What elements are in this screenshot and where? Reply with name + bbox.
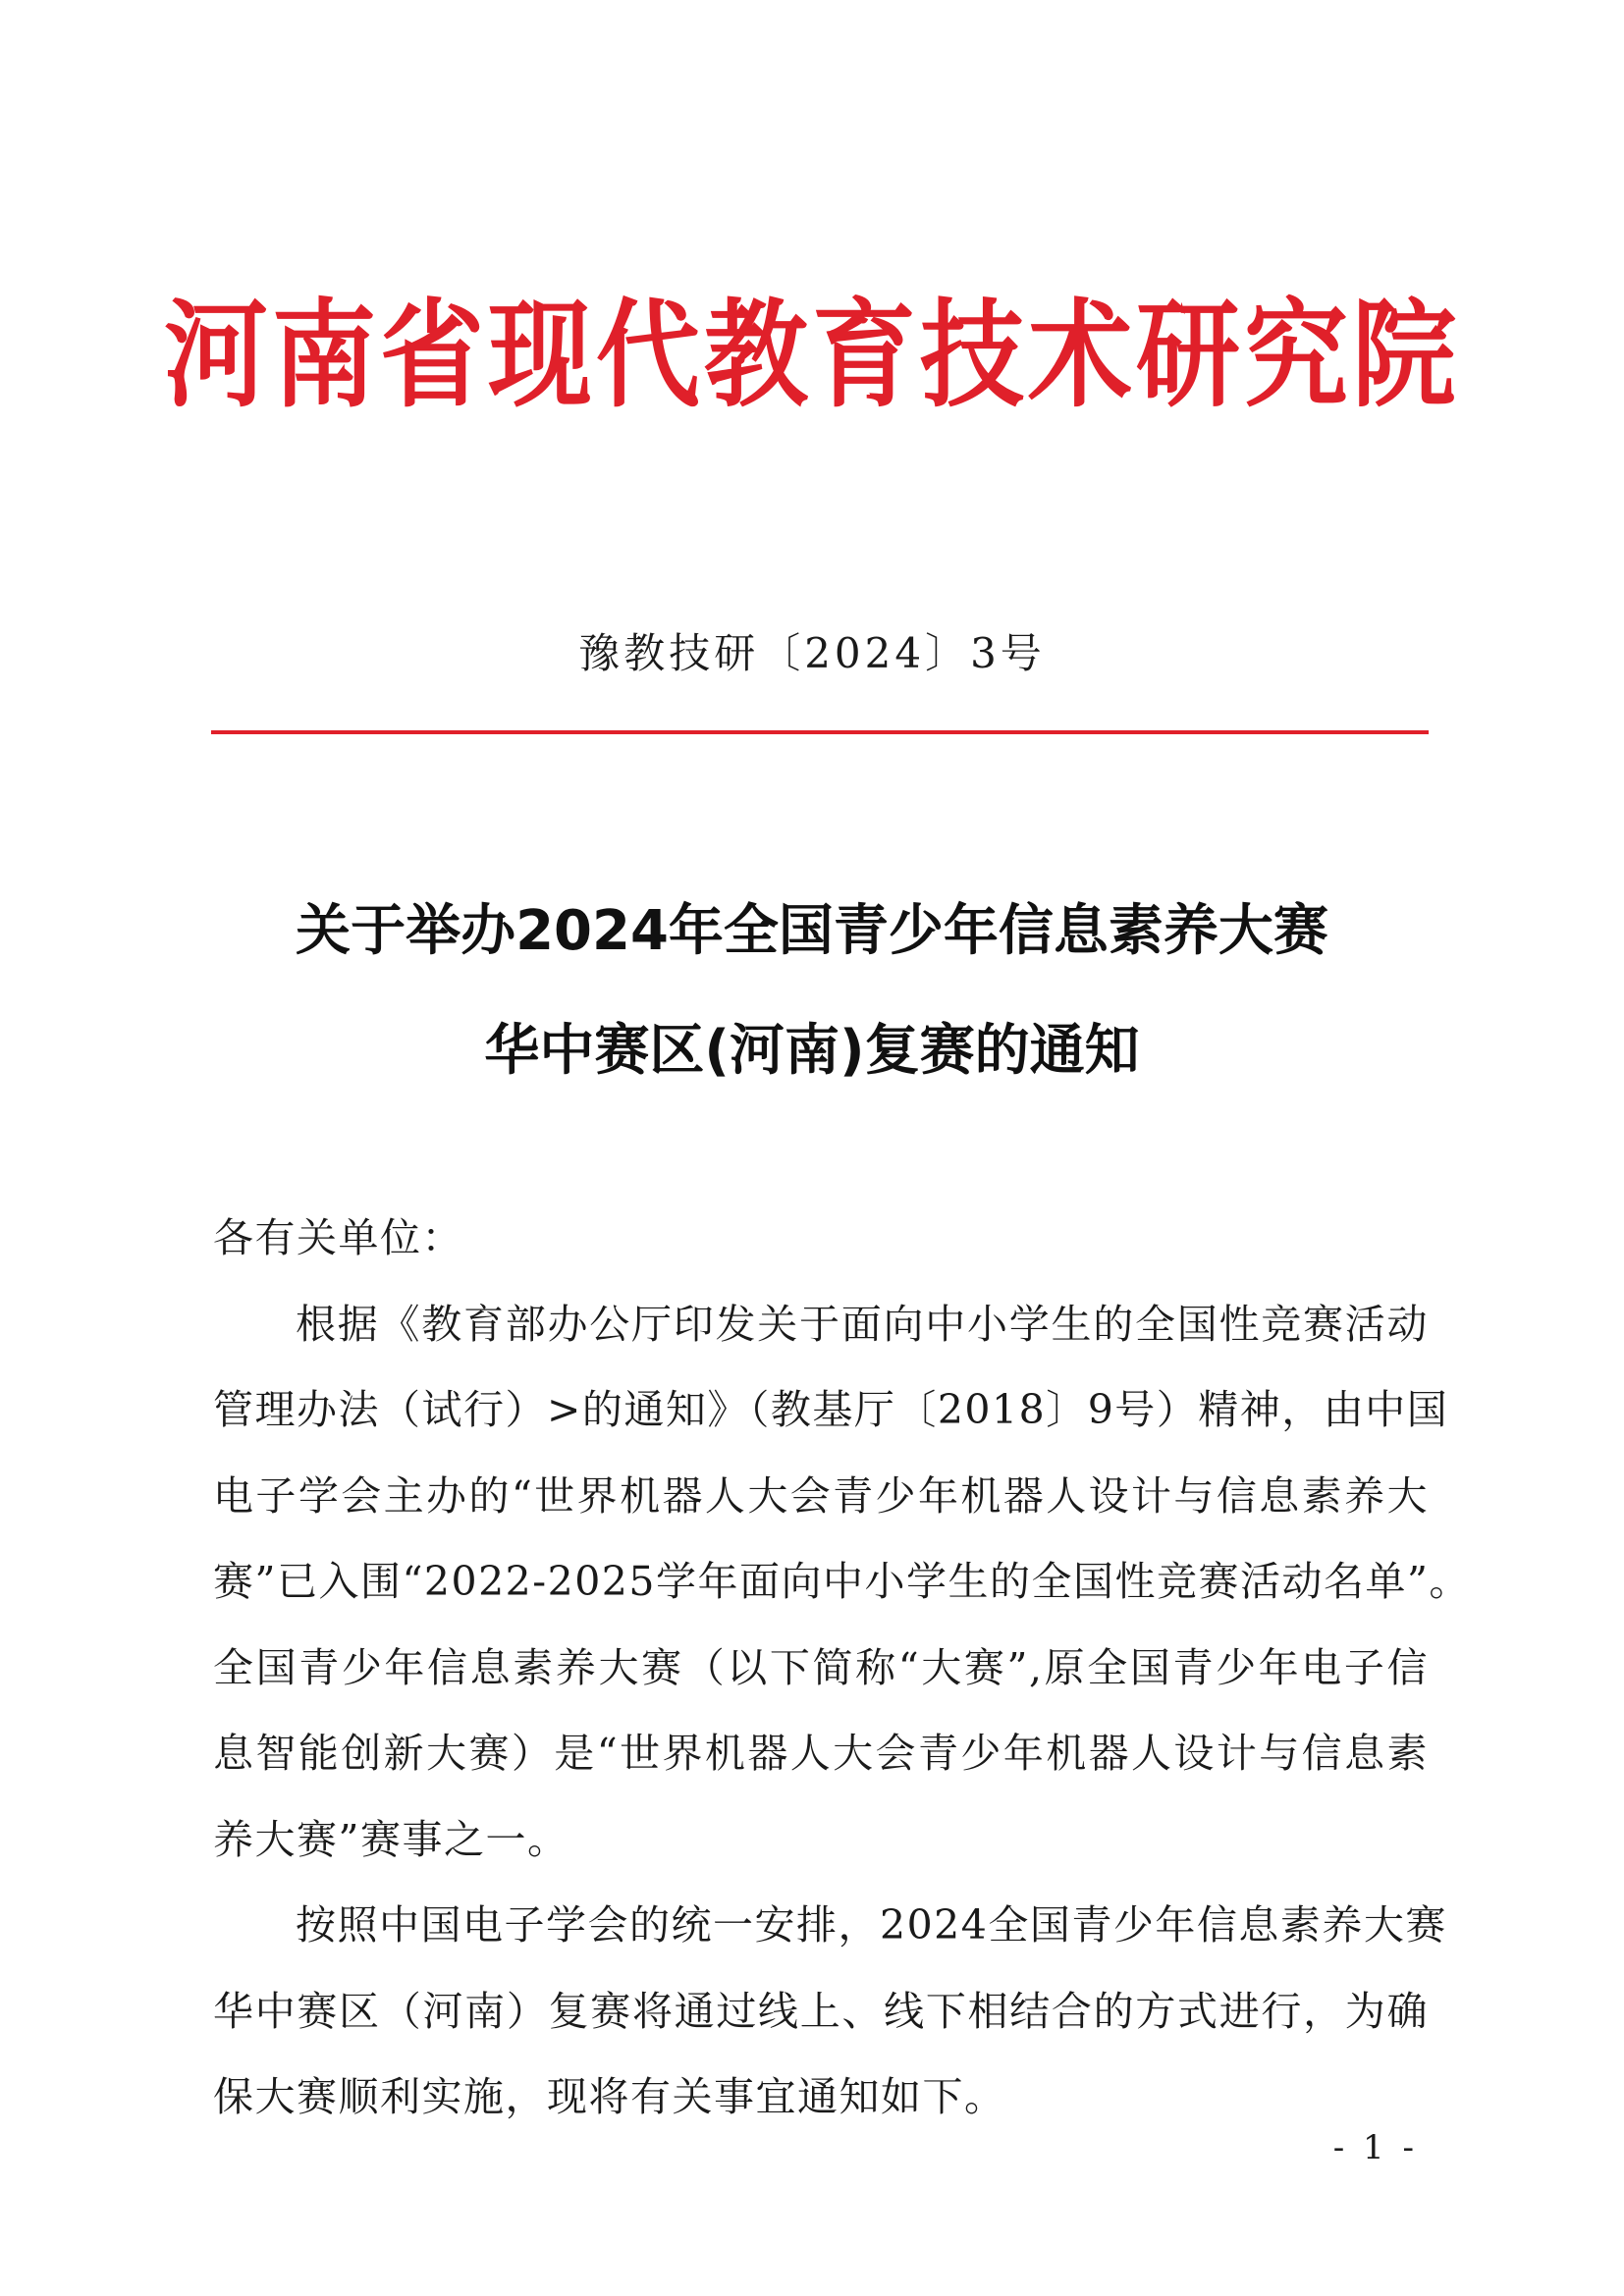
paragraph-line: 赛”已入围“2022-2025学年面向中小学生的全国性竞赛活动名单”。 [213, 1558, 1471, 1605]
salutation: 各有关单位： [213, 1214, 463, 1261]
paragraph-line: 息智能创新大赛）是“世界机器人大会青少年机器人设计与信息素 [213, 1730, 1429, 1777]
paragraph-2 [213, 1883, 1447, 2141]
paragraph-line: 管理办法（试行）>的通知》（教基厅〔2018〕9号）精神，由中国 [213, 1386, 1449, 1433]
document-title [0, 872, 1624, 1111]
document-title-line-2: 华中赛区(河南)复赛的通知 [484, 1019, 1140, 1083]
paragraph-line: 保大赛顺利实施，现将有关事宜通知如下。 [213, 2073, 1006, 2120]
paragraph-line: 养大赛”赛事之一。 [213, 1815, 569, 1863]
paragraph-line: 全国青少年信息素养大赛（以下简称“大赛”,原全国青少年电子信 [213, 1643, 1429, 1691]
paragraph-line: 电子学会主办的“世界机器人大会青少年机器人设计与信息素养大 [213, 1471, 1429, 1520]
masthead-org-name: 河南省现代教育技术研究院 [164, 288, 1460, 424]
paragraph-1 [213, 1282, 1471, 1884]
paragraph-line: 根据《教育部办公厅印发关于面向中小学生的全国性竞赛活动 [296, 1300, 1429, 1348]
document-number: 豫教技研〔2024〕3号 [578, 629, 1046, 677]
red-divider-line [211, 730, 1429, 734]
page-number: - 1 - [1332, 2128, 1418, 2167]
document-title-line-1: 关于举办2024年全国青少年信息素养大赛 [296, 899, 1328, 963]
paragraph-line: 华中赛区（河南）复赛将通过线上、线下相结合的方式进行，为确 [213, 1987, 1429, 2035]
paragraph-line: 按照中国电子学会的统一安排，2024全国青少年信息素养大赛 [296, 1901, 1447, 1949]
document-body [213, 1196, 1471, 2141]
